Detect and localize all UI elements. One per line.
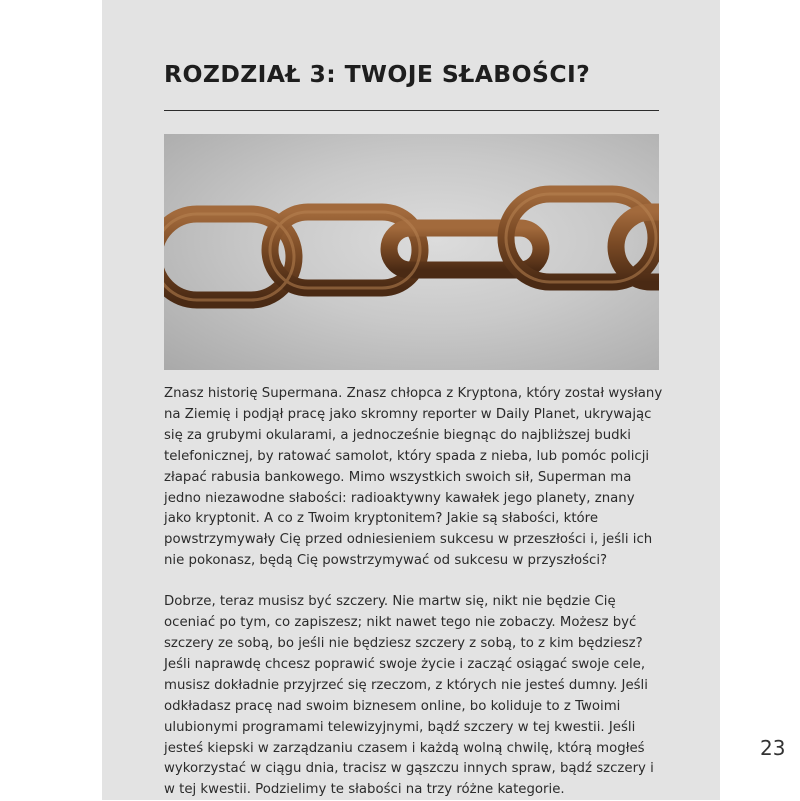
rusty-chain-illustration — [164, 134, 659, 370]
page-number: 23 — [760, 736, 786, 760]
paragraph: Znasz historię Supermana. Znasz chłopca z Kryptona, który został wysłany na Ziemię i podjął pracę jako skromny reporter w Daily Planet, ukrywając się za grubymi okularami, a jednocześnie biegnąc do najbliższej budki telefonicznej, by ratować samolot, który spada z nieba, lub pomóc policji złapać rabusia bankowego. Mimo wszystkich swoich sił, Superman ma jedno niezawodne słabości: radioaktywny kawałek jego planety, znany jako kryptonit. A co z Twoim kryptonitem? Jakie są słabości, które powstrzymywały Cię przed odniesieniem sukcesu w przeszłości i, jeśli ich nie pokonasz, będą Cię powstrzymywać od sukcesu w przyszłości? — [164, 386, 663, 569]
book-page — [102, 0, 786, 800]
paragraph: Dobrze, teraz musisz być szczery. Nie martw się, nikt nie będzie Cię oceniać po tym, co zapiszesz; nikt nawet tego nie zobaczy. Możesz być szczery ze sobą, bo jeśli nie będziesz szczery z sobą, to z kim będziesz? Jeśli naprawdę chcesz poprawić swoje życie i zacząć osiągać swoje cele, musisz dokładnie przyjrzeć się rzeczom, z których nie jesteś dumny. Jeśli odkładasz pracę nad swoim biznesem online, bo koliduje to z Twoimi ulubionymi programami telewizyjnymi, bądź szczery w tej kwestii. Jeśli jesteś kiepski w zarządzaniu czasem i każdą wolną chwilę, którą mogłeś wykorzystać w ciągu dnia, tracisz w gąszczu innych spraw, bądź szczery i w tej kwestii. Podzielimy te słabości na trzy różne kategorie. — [164, 594, 654, 798]
chapter-title: ROZDZIAŁ 3: TWOJE SŁABOŚCI? — [164, 60, 591, 88]
title-divider — [164, 110, 659, 111]
chapter-body — [164, 384, 664, 801]
chain-photo — [164, 134, 659, 370]
